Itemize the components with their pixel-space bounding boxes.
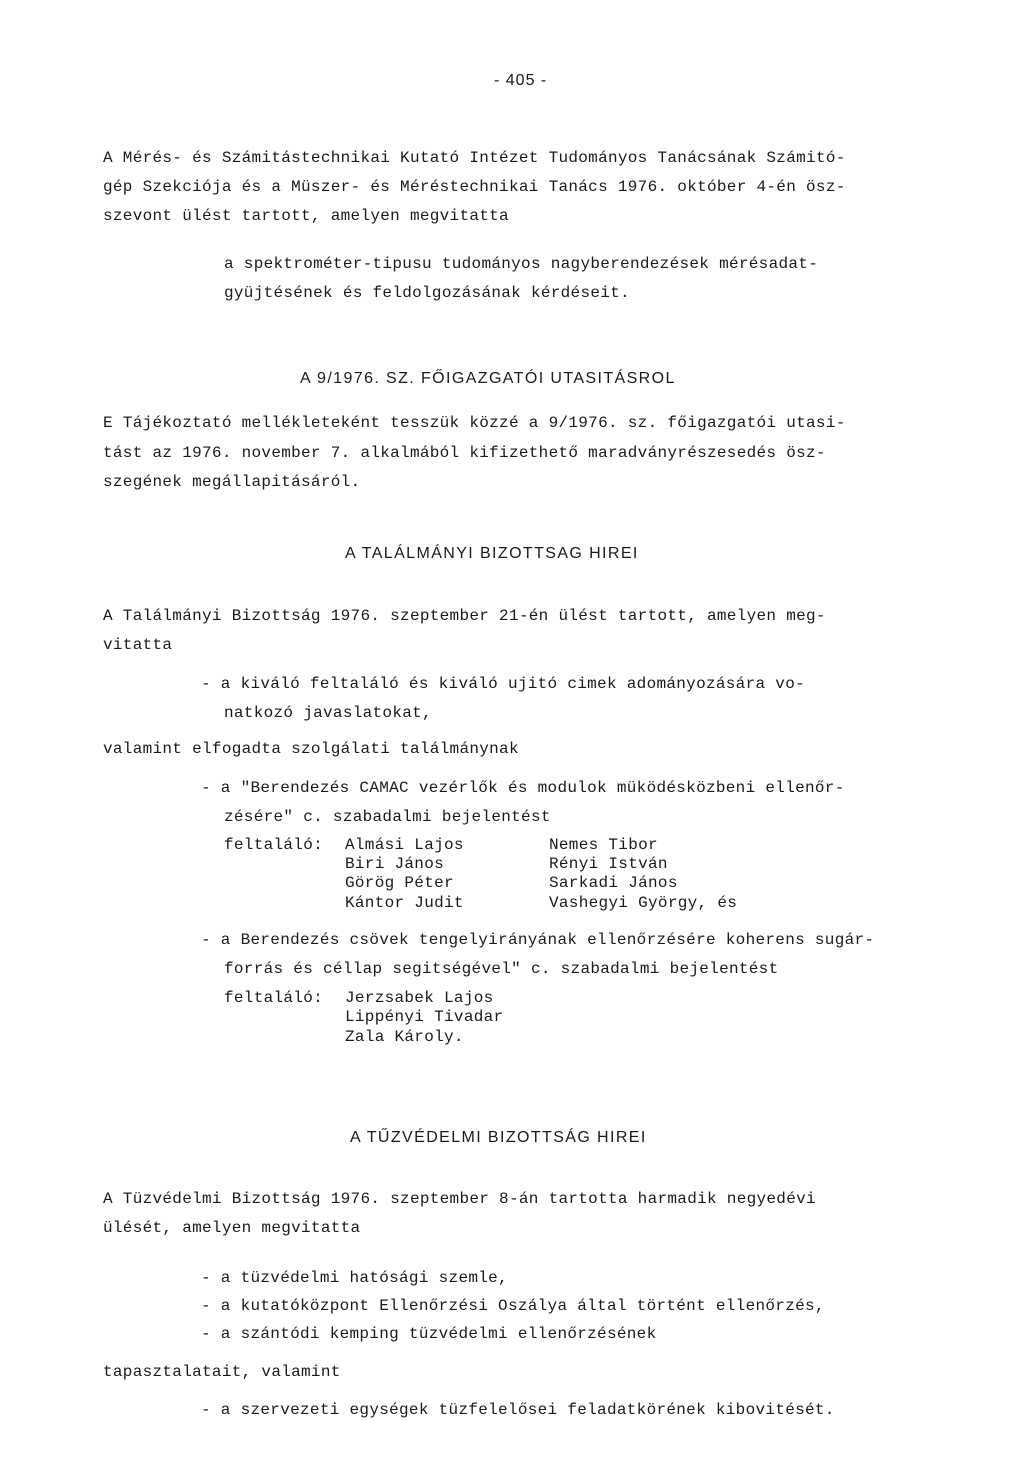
section-heading-fire: A TŰZVÉDELMI BIZOTTSÁG HIREI — [350, 1129, 647, 1146]
list-item: - a "Berendezés CAMAC vezérlők és modulok müködésközbeni ellenőr- — [201, 779, 845, 797]
inventor-name: Zala Károly. — [345, 1028, 464, 1046]
list-item: - a kutatóközpont Ellenőrzési Oszálya által történt ellenőrzés, — [201, 1297, 825, 1315]
section-heading-directive: A 9/1976. SZ. FŐIGAZGATÓI UTASITÁSROL — [300, 370, 676, 387]
inventor-name: Jerzsabek Lajos — [345, 989, 494, 1007]
inventor-name: Lippényi Tivadar — [345, 1008, 504, 1026]
page-number: - 405 - — [494, 72, 548, 89]
inventors-label: feltaláló: — [224, 836, 324, 854]
inventor-name: Nemes Tibor — [549, 836, 658, 854]
section1-line: szegének megállapitásáról. — [103, 473, 361, 491]
inventor-name: Biri János — [345, 855, 445, 873]
list-item: - a tüzvédelmi hatósági szemle, — [201, 1269, 508, 1287]
list-item-cont: zésére" c. szabadalmi bejelentést — [224, 808, 551, 826]
list-item-cont: natkozó javaslatokat, — [224, 704, 432, 722]
intro-line: gép Szekciója és a Müszer- és Méréstechnikai Tanács 1976. október 4-én ösz- — [103, 178, 846, 196]
topic-line: gyüjtésének és feldolgozásának kérdéseit. — [224, 284, 630, 302]
intro-line: szevont ülést tartott, amelyen megvitatta — [103, 207, 509, 225]
inventor-name: Rényi István — [549, 855, 668, 873]
topic-line: a spektrométer-tipusu tudományos nagyberendezések mérésadat- — [224, 255, 819, 273]
section3-intro-line: ülését, amelyen megvitatta — [103, 1219, 361, 1237]
section1-line: tást az 1976. november 7. alkalmából kifizethető maradványrészesedés ösz- — [103, 444, 826, 462]
list-item: - a szervezeti egységek tüzfelelősei feladatkörének kibovitését. — [201, 1401, 835, 1419]
inventor-name: Görög Péter — [345, 874, 454, 892]
inventor-name: Almási Lajos — [345, 836, 464, 854]
list-item-cont: forrás és céllap segitségével" c. szabadalmi bejelentést — [224, 960, 779, 978]
list-item: - a Berendezés csövek tengelyirányának ellenőrzésére koherens sugár- — [201, 931, 875, 949]
section2-intro-line: A Találmányi Bizottság 1976. szeptember 21-én ülést tartott, amelyen meg- — [103, 607, 826, 625]
list-item: - a szántódi kemping tüzvédelmi ellenőrzésének — [201, 1325, 657, 1343]
section-heading-patent: A TALÁLMÁNYI BIZOTTSAG HIREI — [345, 545, 639, 562]
intro-line: A Mérés- és Számitástechnikai Kutató Intézet Tudományos Tanácsának Számitó- — [103, 149, 846, 167]
inventors-label: feltaláló: — [224, 989, 324, 1007]
inventor-name: Sarkadi János — [549, 874, 678, 892]
list-item: - a kiváló feltaláló és kiváló ujitó cimek adományozására vo- — [201, 675, 805, 693]
section2-intro-line: vitatta — [103, 636, 173, 654]
inventor-name: Kántor Judit — [345, 894, 464, 912]
section3-middle: tapasztalatait, valamint — [103, 1363, 341, 1381]
section2-middle: valamint elfogadta szolgálati találmánynak — [103, 740, 519, 758]
section3-intro-line: A Tüzvédelmi Bizottság 1976. szeptember 8-án tartotta harmadik negyedévi — [103, 1190, 816, 1208]
section1-line: E Tájékoztató mellékleteként tesszük közzé a 9/1976. sz. főigazgatói utasi- — [103, 414, 846, 432]
inventor-name: Vashegyi György, és — [549, 894, 738, 912]
